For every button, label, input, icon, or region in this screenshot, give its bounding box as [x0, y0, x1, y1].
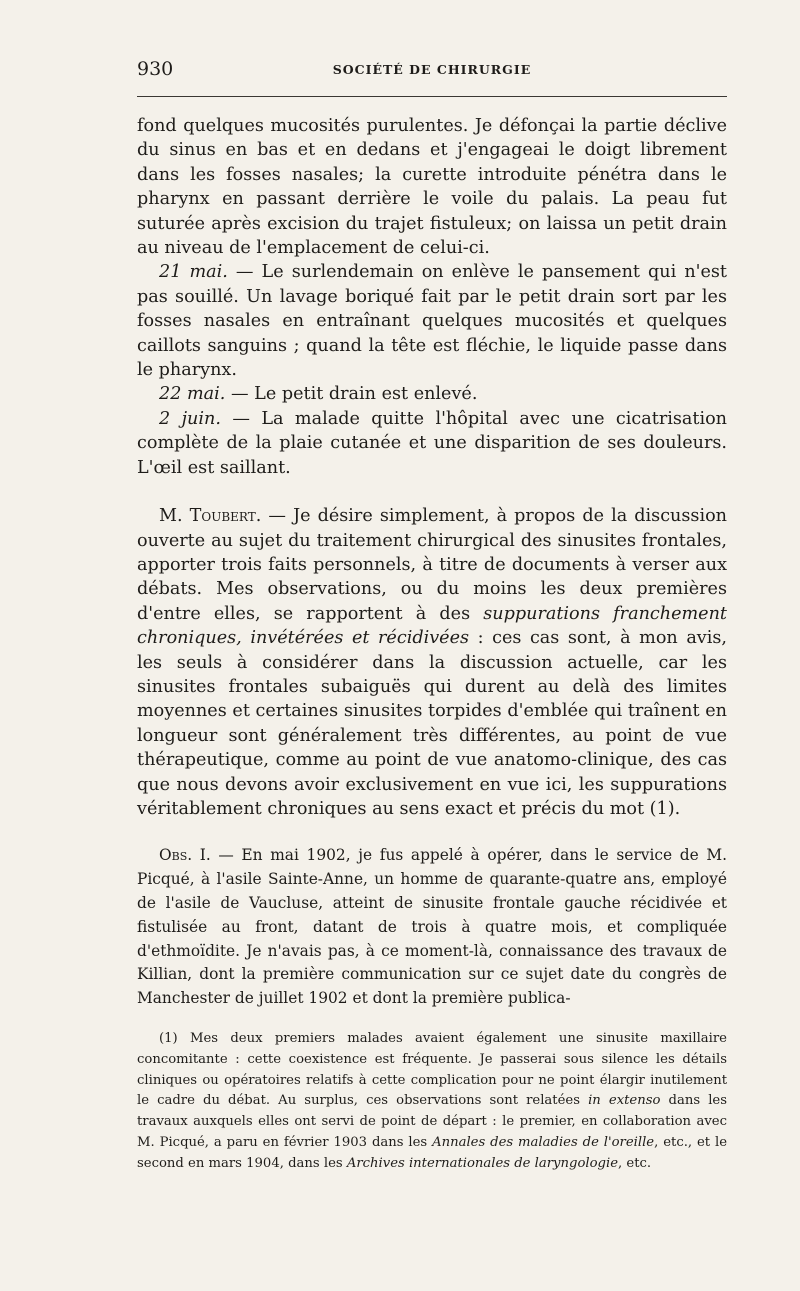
- paragraph-observation-1: Obs. I. — En mai 1902, je fus appelé à opérer, dans le service de M. Picqué, à l'asile Sainte-Anne, un homme de quarante-quatre ans, employé de l'asile de Vaucluse, atteint de sinusite frontale gauche récidivée et fistulisée au front, datant de trois à quatre mois, et compliquée d'ethmoïdite. Je n'avais pas, à ce moment-là, connaissance des travaux de Killian, dont la première communication sur ce sujet date du congrès de Manchester de juillet 1902 et dont la première publica-: [137, 846, 727, 1008]
- journal-title: Archives internationales de laryngologie: [346, 1155, 619, 1171]
- date-label: 21 mai.: [159, 262, 228, 283]
- date-label: 22 mai.: [159, 384, 226, 405]
- observation-label: Obs. I.: [159, 846, 211, 865]
- page-header: [137, 58, 727, 82]
- paragraph-21-mai: 21 mai. — Le surlendemain on enlève le pansement qui n'est pas souillé. Un lavage boriqué fait par le petit drain sort par les fosses nasales en entraînant quelques mucosités et quelques caillots sanguins ; quand la tête est fléchie, le liquide passe dans le pharynx.: [137, 262, 728, 381]
- date-label: 2 juin.: [159, 408, 221, 429]
- spacer: [137, 821, 727, 844]
- spacer: [137, 1011, 727, 1029]
- speaker-name: M. Toubert.: [159, 506, 262, 527]
- paragraph-continuation: fond quelques mucosités purulentes. Je défonçai la partie déclive du sinus en bas et en dedans et j'engageai le doigt librement dans les fosses nasales; la curette introduite pénétra dans le pharynx en passant derrière le voile du palais. La peau fut suturée après excision du trajet fistuleux; on laissa un petit drain au niveau de l'emplacement de celui-ci.: [137, 116, 727, 259]
- spacer: [137, 480, 727, 504]
- paragraph-22-mai: 22 mai. — Le petit drain est enlevé.: [159, 384, 478, 405]
- paragraph-toubert: M. Toubert. — Je désire simplement, à propos de la discussion ouverte au sujet du traitement chirurgical des sinusites frontales, apporter trois faits personnels, à titre de documents à verser aux débats. Mes observations, ou du moins les deux premières d'entre elles, se rapportent à des suppurations franchement chroniques, invétérées et récidivées : ces cas sont, à mon avis, les seuls à considérer dans la discussion actuelle, car les sinusites frontales subaiguës qui durent au delà des limites moyennes et certaines sinusites torpides d'emblée qui traînent en longueur sont généralement très différentes, au point de vue thérapeutique, comme au point de vue anatomo-clinique, des cas que nous devons avoir exclusivement en vue ici, les suppurations véritablement chroniques au sens exact et précis du mot (1).: [137, 506, 727, 819]
- running-head: SOCIÉTÉ DE CHIRURGIE: [332, 62, 532, 77]
- main-text: [137, 114, 727, 1175]
- journal-title: Annales des maladies de l'oreille: [432, 1134, 655, 1150]
- footnote: (1) Mes deux premiers malades avaient également une sinusite maxillaire concomitante : cette coexistence est fréquente. Je passerai sous silence les détails cliniques ou opératoires relatifs à cette complication pour ne point élargir inutilement le cadre du débat. Au surplus, ces observations sont relatées in extenso dans les travaux auxquels elles ont servi de point de départ : le premier, en collaboration avec M. Picqué, a paru en février 1903 dans les Annales des maladies de l'oreille, etc., et le second en mars 1904, dans les Archives internationales de laryngologie, etc.: [137, 1030, 727, 1171]
- page-number: 930: [137, 58, 174, 80]
- paragraph-2-juin: 2 juin. — La malade quitte l'hôpital avec une cicatrisation complète de la plaie cutanée et une disparition de ses douleurs. L'œil est saillant.: [137, 408, 727, 478]
- footnote-emphasis: in extenso: [588, 1093, 661, 1109]
- emphasis-text: suppurations franchement chroniques, invétérées et récidivées: [137, 603, 727, 649]
- header-rule: [137, 96, 727, 97]
